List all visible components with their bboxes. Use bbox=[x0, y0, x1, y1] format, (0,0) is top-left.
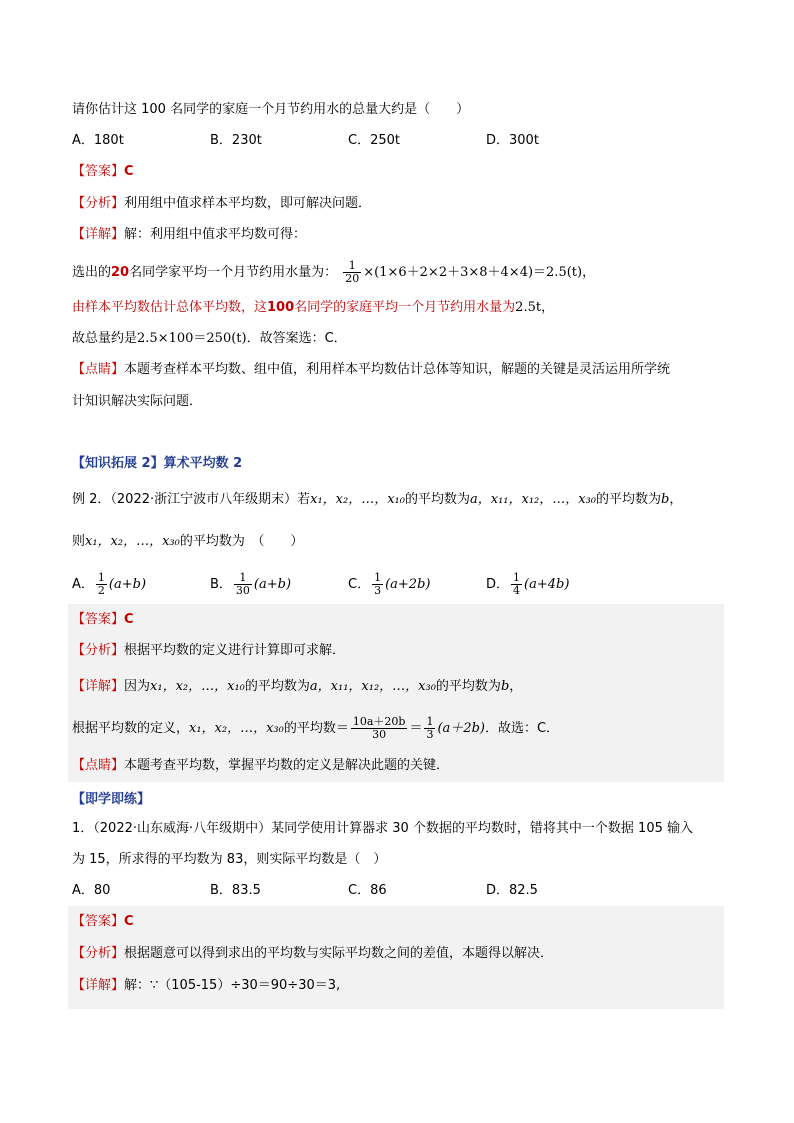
example-end: ， bbox=[669, 492, 683, 507]
section-heading: 【知识拓展 2】算术平均数 2 bbox=[72, 456, 243, 471]
example-line2-pre: 则 bbox=[72, 534, 86, 549]
option-d: D．300t bbox=[486, 133, 539, 148]
comment-text: 本题考查样本平均数、组中值，利用样本平均数估计总体等知识，解题的关键是灵活运用所学统 bbox=[124, 362, 671, 377]
answer-value: C bbox=[124, 612, 134, 627]
frac-den: 20 bbox=[345, 272, 360, 285]
frac-den: 3 bbox=[374, 584, 382, 597]
fraction bbox=[424, 716, 435, 741]
option-a bbox=[72, 570, 210, 600]
example-vars-1: x₁，x₂，…，x₁₀ bbox=[310, 492, 405, 507]
frac-num: 1 bbox=[374, 571, 382, 584]
practice-question-1: 1．（2022·山东威海·八年级期中）某同学使用计算器求 30 个数据的平均数时，错将其中一个数据 105 输入 bbox=[72, 821, 694, 836]
example-line-2 bbox=[72, 532, 303, 552]
example-vars-2: ，x₁₁，x₁₂，…，x₃₀ bbox=[477, 492, 597, 507]
answer-value: C bbox=[124, 164, 134, 179]
comment-line-1 bbox=[72, 360, 670, 380]
option-letter: D． bbox=[486, 577, 510, 592]
detail-line bbox=[72, 976, 340, 996]
option-expr: (a+b) bbox=[108, 577, 147, 592]
detail-pre: 因为 bbox=[124, 679, 151, 694]
var-b: b bbox=[661, 492, 670, 507]
analysis-line bbox=[72, 641, 345, 661]
comment-label: 【点睛】 bbox=[72, 362, 125, 377]
detail-label: 【详解】 bbox=[72, 679, 125, 694]
analysis-text: 根据平均数的定义进行计算即可求解． bbox=[124, 643, 346, 658]
practice-options bbox=[72, 881, 538, 901]
analysis-label: 【分析】 bbox=[72, 946, 125, 961]
calc-expr: (a＋2b) bbox=[437, 721, 485, 736]
calc-line bbox=[72, 714, 559, 744]
example-mid-1: 的平均数为 bbox=[404, 492, 470, 507]
example-options bbox=[72, 570, 569, 600]
step3-expr: 2.5×100＝250(t) bbox=[137, 331, 247, 346]
detail-vars-1: x₁，x₂，…，x₁₀ bbox=[150, 679, 245, 694]
example-line-1 bbox=[72, 490, 682, 510]
analysis-label: 【分析】 bbox=[72, 196, 125, 211]
example-mid-2: 的平均数为 bbox=[596, 492, 662, 507]
answer-line bbox=[72, 610, 134, 630]
detail-label: 【详解】 bbox=[72, 978, 125, 993]
example-prefix: 例 2．（2022·浙江宁波市八年级期末）若 bbox=[72, 492, 311, 507]
frac-den: 30 bbox=[372, 728, 387, 741]
calc-vars: x₁，x₂，…，x₃₀ bbox=[189, 721, 284, 736]
detail-line bbox=[72, 677, 522, 697]
detail-end: ， bbox=[509, 679, 523, 694]
fraction bbox=[343, 260, 361, 285]
option-b bbox=[210, 570, 348, 600]
fraction bbox=[96, 572, 107, 597]
frac-num: 1 bbox=[234, 572, 252, 585]
calc-step-3 bbox=[72, 329, 347, 349]
step1-expr: ×(1×6＋2×2＋3×8＋4×4)＝2.5(t)， bbox=[363, 265, 596, 280]
fraction bbox=[351, 716, 408, 741]
option-letter: C． bbox=[348, 577, 371, 592]
step2-end: ， bbox=[541, 300, 555, 315]
answer-label: 【答案】 bbox=[72, 914, 125, 929]
option-c: C．250t bbox=[348, 133, 400, 148]
step2-val: 2.5t bbox=[515, 300, 542, 315]
option-c bbox=[348, 570, 486, 600]
frac-num: 1 bbox=[426, 715, 434, 728]
frac-den: 30 bbox=[235, 584, 250, 597]
detail-mid-1: 的平均数为 bbox=[244, 679, 310, 694]
comment-text: 本题考查平均数，掌握平均数的定义是解决此题的关键． bbox=[124, 758, 450, 773]
option-b: B．230t bbox=[210, 133, 262, 148]
option-b: B．83.5 bbox=[210, 883, 261, 898]
frac-num: 1 bbox=[97, 571, 105, 584]
analysis-label: 【分析】 bbox=[72, 643, 125, 658]
comment-line-2: 计知识解决实际问题． bbox=[72, 394, 203, 409]
option-a: A．180t bbox=[72, 133, 124, 148]
frac-num: 10a＋20b bbox=[352, 715, 406, 728]
answer-value: C bbox=[124, 914, 134, 929]
option-expr: (a+2b) bbox=[385, 577, 431, 592]
answer-line bbox=[72, 912, 134, 932]
options-row bbox=[72, 131, 539, 151]
option-letter: A． bbox=[72, 577, 94, 592]
fraction bbox=[372, 572, 383, 597]
detail-mid-2: 的平均数为 bbox=[435, 679, 501, 694]
detail-line bbox=[72, 225, 306, 245]
example-line2-vars: x₁，x₂，…，x₃₀ bbox=[85, 534, 180, 549]
option-d bbox=[486, 570, 569, 600]
step3-end: ．故答案选：C． bbox=[246, 331, 347, 346]
fraction bbox=[511, 572, 522, 597]
option-expr: (a+4b) bbox=[524, 577, 570, 592]
practice-question-2: 为 15，所求得的平均数为 83，则实际平均数是（ ） bbox=[72, 852, 387, 867]
frac-den: 2 bbox=[97, 584, 105, 597]
step1-mid: 名同学家平均一个月节约用水量为： bbox=[129, 265, 338, 280]
calc-step-1 bbox=[72, 260, 595, 285]
calc-end: ．故选：C． bbox=[484, 721, 560, 736]
frac-den: 4 bbox=[513, 584, 521, 597]
answer-label: 【答案】 bbox=[72, 164, 125, 179]
detail-text: 解：利用组中值求平均数可得： bbox=[124, 227, 307, 242]
analysis-text: 利用组中值求样本平均数，即可解决问题． bbox=[124, 196, 372, 211]
frac-num: 1 bbox=[343, 260, 361, 273]
option-c: C．86 bbox=[348, 883, 387, 898]
step3-pre: 故总量约是 bbox=[72, 331, 138, 346]
calc-eq: ＝ bbox=[409, 721, 423, 736]
step2-mid: 名同学的家庭平均一个月节约用水量为 bbox=[294, 300, 516, 315]
answer-label: 【答案】 bbox=[72, 612, 125, 627]
step1-pre: 选出的 bbox=[72, 265, 112, 280]
calc-pre: 根据平均数的定义， bbox=[72, 721, 190, 736]
comment-line bbox=[72, 756, 449, 776]
var-a: a bbox=[469, 492, 478, 507]
practice-heading: 【即学即练】 bbox=[72, 792, 151, 807]
option-d: D．82.5 bbox=[486, 883, 538, 898]
calc-step-2 bbox=[72, 298, 554, 318]
var-a: a bbox=[309, 679, 318, 694]
var-b: b bbox=[500, 679, 510, 694]
comment-label: 【点睛】 bbox=[72, 758, 125, 773]
detail-label: 【详解】 bbox=[72, 227, 125, 242]
step1-num: 20 bbox=[111, 265, 130, 280]
frac-num: 1 bbox=[513, 571, 521, 584]
detail-vars-2: ，x₁₁，x₁₂，…，x₃₀ bbox=[317, 679, 436, 694]
question-text: 请你估计这 100 名同学的家庭一个月节约用水的总量大约是（ ） bbox=[72, 102, 470, 117]
example-line2-end: 的平均数为 （ ） bbox=[179, 534, 304, 549]
analysis-line bbox=[72, 194, 371, 214]
option-letter: B． bbox=[210, 577, 232, 592]
detail-text: 解：∵（105-15）÷30＝90÷30＝3, bbox=[124, 978, 341, 993]
calc-mid: 的平均数＝ bbox=[283, 721, 349, 736]
fraction bbox=[234, 572, 252, 597]
option-expr: (a+b) bbox=[253, 577, 292, 592]
frac-den: 3 bbox=[426, 728, 434, 741]
answer-line bbox=[72, 162, 134, 182]
analysis-line bbox=[72, 944, 553, 964]
step2-num: 100 bbox=[267, 300, 295, 315]
step2-pre: 由样本平均数估计总体平均数，这 bbox=[72, 300, 268, 315]
analysis-text: 根据题意可以得到求出的平均数与实际平均数之间的差值，本题得以解决． bbox=[124, 946, 554, 961]
option-a: A．80 bbox=[72, 883, 111, 898]
